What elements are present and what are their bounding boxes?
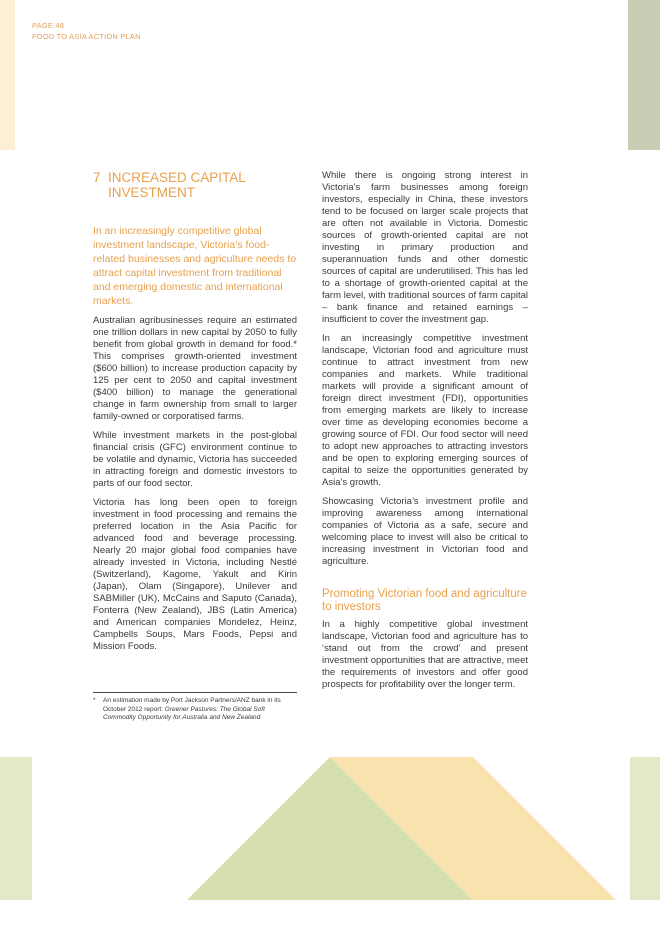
section-intro: In an increasingly competitive global investment landscape, Victoria’s food-related businesses and agriculture needs to attract capital investment from traditional and emerging domestic and international markets. xyxy=(93,225,297,307)
page-number: PAGE 48 xyxy=(32,21,65,30)
bottom-decorative-triangles xyxy=(0,757,660,900)
footnote-report-title: Greener Pastures: The Global Soft Commodity Opportunity for Australia and New Zealand xyxy=(103,705,265,721)
subsection-heading: Promoting Victorian food and agriculture to investors xyxy=(322,588,527,613)
page-header xyxy=(32,20,141,42)
footnote-text: An estimation made by Port Jackson Partners/ANZ bank in its October 2012 report: xyxy=(103,697,281,713)
top-left-color-band xyxy=(0,0,15,150)
section-number: 7 xyxy=(93,170,101,185)
section-heading xyxy=(93,170,297,200)
body-paragraph: Showcasing Victoria’s investment profile and improving awareness among international companies of Victoria as a safe, secure and welcoming place to invest will also be critical to increasing investment in Victorian food and agriculture. xyxy=(322,496,528,567)
body-paragraph: In an increasingly competitive investment landscape, Victorian food and agriculture must continue to attract investment from new companies and markets. While traditional markets will provide a significant amount of foreign direct investment (FDI), opportunities from emerging markets are likely to increase over time as developing economies become a growing source of FDI. Our food sector will need to adopt new approaches to attracting investors and be open to exploring emerging sources of capital to seize the opportunities generated by Asia’s growth. xyxy=(322,333,528,488)
section-title: INCREASED CAPITAL INVESTMENT xyxy=(108,170,246,200)
footnote xyxy=(93,692,297,723)
body-paragraph: While there is ongoing strong interest in Victoria’s farm businesses among foreign investors, especially in China, these investors tend to be focused on larger scale projects that are often not available in Victoria. Domestic sources of growth-oriented capital are not investing in primary production and superannuation funds and other domestic sources of capital are underutilised. This has led to a shortage of growth-oriented capital at the farm level, with traditional sources of farm capital – bank finance and retained earnings – insufficient to cover the investment gap. xyxy=(322,170,528,325)
document-title: FOOD TO ASIA ACTION PLAN xyxy=(32,32,141,41)
top-right-color-band xyxy=(628,0,660,150)
body-paragraph: Victoria has long been open to foreign investment in food processing and remains the preferred location in the Asia Pacific for advanced food and beverage processing. Nearly 20 major global food companies have already invested in Victoria, including Nestlé (Switzerland), Kagome, Yakult and Kirin (Japan), Olam (Singapore), Unilever and SABMiller (UK), McCains and Saputo (Canada), Fonterra (New Zealand), JBS (Latin America) and American companies Mondelez, Heinz, Campbells Soups, Mars Foods, Pepsi and Mission Foods. xyxy=(93,497,297,652)
footnote-marker: * xyxy=(93,697,96,704)
body-paragraph: In a highly competitive global investment landscape, Victorian food and agriculture has to ‘stand out from the crowd’ and present investment opportunities that are attractive, meet the requirements of investors and offer good prospects for profitability over the longer term. xyxy=(322,619,528,690)
body-paragraph: Australian agribusinesses require an estimated one trillion dollars in new capital by 2050 to fully benefit from global growth in demand for food.* This comprises growth-oriented investment ($600 billion) to increase production capacity by 125 per cent to 2050 and capital investment ($400 billion) to manage the generational change in farm ownership from small to larger family-owned or corporatised farms. xyxy=(93,315,297,422)
left-column xyxy=(93,170,297,660)
right-column xyxy=(322,170,528,698)
body-paragraph: While investment markets in the post-global financial crisis (GFC) environment continue to be volatile and dynamic, Victoria has succeeded in attracting foreign and domestic investors to parts of our food sector. xyxy=(93,430,297,489)
